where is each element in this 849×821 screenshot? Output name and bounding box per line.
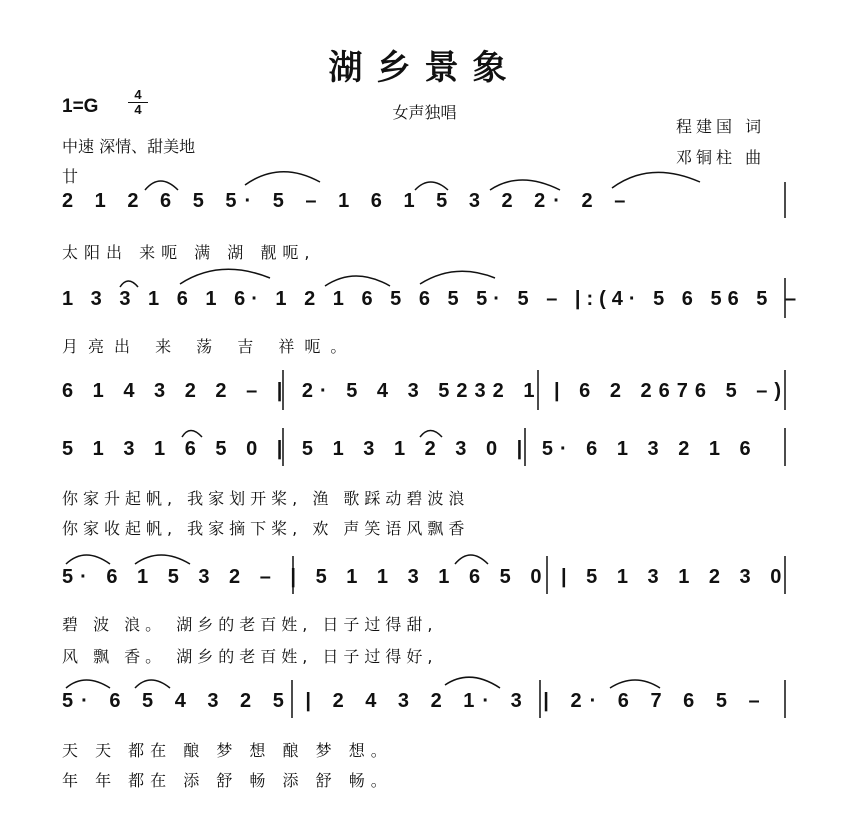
time-signature-bottom: 4 xyxy=(134,102,142,117)
time-signature-top: 4 xyxy=(128,88,148,103)
lyrics-row-6a: 天 天 都在 酿 梦 想 酿 梦 想。 xyxy=(62,741,393,760)
slur xyxy=(66,680,110,688)
measure-mark: 廿 xyxy=(62,167,79,186)
lyricist-credit: 程建国 词 xyxy=(676,117,766,136)
bar-lines xyxy=(283,182,785,718)
lyrics-row-1: 太阳出 来呃 满 湖 靓呃, xyxy=(62,243,316,262)
lyrics-row-2: 月亮出 来 荡 吉 祥呃。 xyxy=(62,337,357,356)
notation-row-2: 1 3 3 1 6 1 6· 1 2 1 6 5 6 5 5· 5 – |:(4· 5 6 56 5 – xyxy=(62,288,803,310)
page-title: 湖乡景象 xyxy=(328,48,521,88)
slur xyxy=(135,555,190,564)
notation-row-5: 5· 6 1 5 3 2 – | 5 1 1 3 1 6 5 0 | 5 1 3 1 2 3 0 xyxy=(62,566,789,588)
slur xyxy=(120,281,138,287)
lyrics-row-5a: 碧 波 浪。 湖乡的老百姓, 日子过得甜, xyxy=(62,615,438,634)
key-signature: 1=G xyxy=(62,96,99,117)
slur xyxy=(415,182,448,190)
slur xyxy=(490,180,560,190)
lyrics-row-4a: 你家升起帆, 我家划开桨, 渔 歌踩动碧波浪 xyxy=(62,489,470,508)
slurs xyxy=(66,172,700,688)
slur xyxy=(610,680,660,688)
slur xyxy=(245,172,320,185)
slur xyxy=(145,181,178,190)
slur xyxy=(135,680,170,688)
slur xyxy=(182,431,202,438)
slur xyxy=(325,276,390,286)
composer-credit: 邓铜柱 曲 xyxy=(676,148,766,167)
notation-row-6: 5· 6 5 4 3 2 5 | 2 4 3 2 1· 3 | 2· 6 7 6 5 – xyxy=(62,690,768,712)
tempo-marking: 中速 深情、甜美地 xyxy=(62,137,196,156)
notation-row-1: 2 1 2 6 5 5· 5 – 1 6 1 5 3 2 2· 2 – xyxy=(62,190,634,212)
slur xyxy=(420,271,495,284)
lyrics-row-5b: 风 飘 香。 湖乡的老百姓, 日子过得好, xyxy=(62,647,438,666)
page-subtitle: 女声独唱 xyxy=(392,103,457,122)
slur xyxy=(445,677,500,688)
notation-row-4: 5 1 3 1 6 5 0 | 5 1 3 1 2 3 0 | 5· 6 1 3 2 1 6 xyxy=(62,438,758,460)
slur xyxy=(612,172,700,188)
slur xyxy=(66,555,110,564)
lyrics-row-6b: 年 年 都在 添 舒 畅 添 舒 畅。 xyxy=(62,771,393,790)
slur xyxy=(420,431,442,438)
slur xyxy=(180,269,270,284)
notation-row-3: 6 1 4 3 2 2 – | 2· 5 4 3 5232 1 | 6 2 2676 5 –) xyxy=(62,380,789,402)
lyrics-row-4b: 你家收起帆, 我家摘下桨, 欢 声笑语风飘香 xyxy=(62,519,470,538)
slur xyxy=(455,555,488,564)
